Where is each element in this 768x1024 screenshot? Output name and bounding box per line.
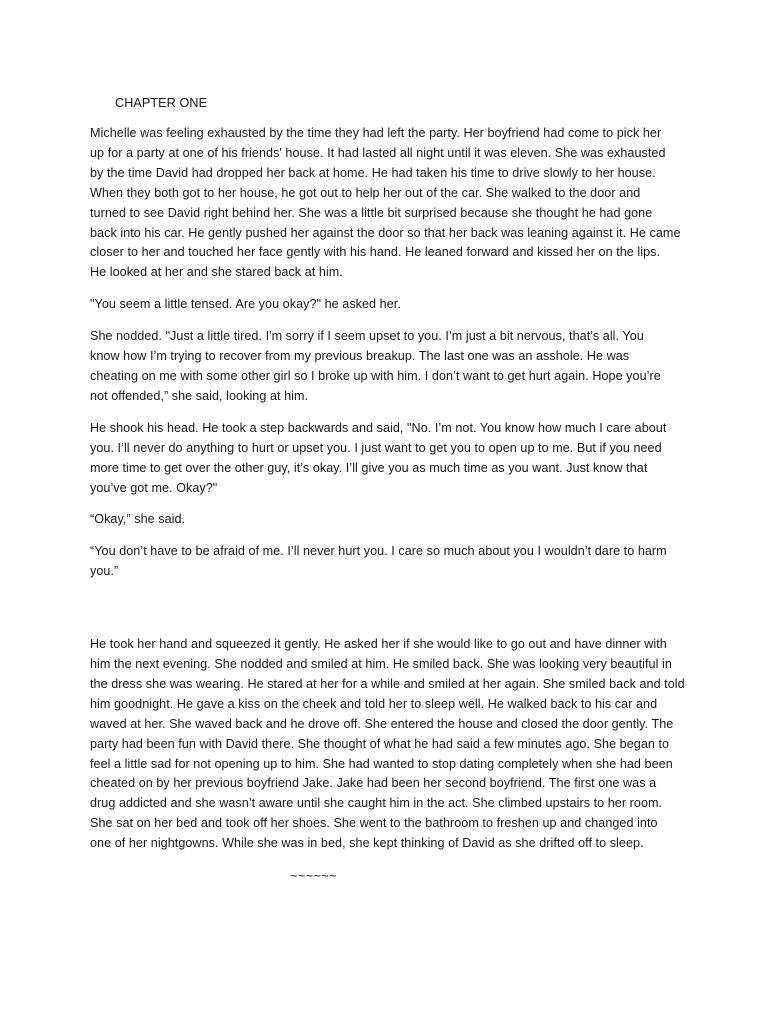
paragraph-took-her-hand: He took her hand and squeezed it gently. He asked her if she would like to go out and have dinner with him the next evening. She nodded and smiled at him. He smiled back. She was looking very beautiful in the dress she was wearing. He stared at her for a while and smiled at her again. She smiled back and told him goodnight. He gave a kiss on the cheek and told her to sleep well. He walked back to his car and waved at her. She waved back and he drove off. She entered the house and closed the door gently. The party had been fun with David there. She thought of what he had said a few minutes ago. She began to feel a little sad for not opening up to him. She had wanted to stop dating completely when she had been cheated on by her previous boyfriend Jake. Jake had been her second boyfriend. The first one was a drug addicted and she wasn’t aware until she caught him in the act. She climbed upstairs to her room. She sat on her bed and took off her shoes. She went to the bathroom to freshen up and changed into one of her nightgowns. While she was in bed, she kept thinking of David as she drifted off to sleep. [90,637,685,851]
paragraph-okay: “Okay,” she said. [90,512,186,527]
paragraph-she-nodded: She nodded. "Just a little tired. I'm sorry if I seem upset to you. I’m just a bit nervous, that’s all. You know how I’m trying to recover from my previous breakup. The last one was an asshole. He was cheating on me with some other girl so I broke up with him. I don’t want to get hurt again. Hope you’re not offended,” she said, looking at him. [90,329,661,403]
paragraph-he-shook-head: He shook his head. He took a step backwards and said, "No. I’m not. You know how much I care about you. I’ll never do anything to hurt or upset you. I just want to get you to open up to me. But if you need more time to get over the other guy, it’s okay. I’ll give you as much time as you want. Just know that you’ve got me. Okay?" [90,420,667,495]
paragraph-tensed-question: "You seem a little tensed. Are you okay?" he asked her. [90,297,401,312]
scene-break: ~~~~~~ [290,869,338,884]
paragraph-party-exhausted: Michelle was feeling exhausted by the time they had left the party. Her boyfriend had come to pick her up for a party at one of his friends' house. It had lasted all night until it was eleven. She was exhausted by the time David had dropped her back at home. He had taken his time to drive slowly to her house. When they both got to her house, he got out to help her out of the car. She walked to the door and turned to see David right behind her. She was a little bit surprised because she thought he had gone back into his car. He gently pushed her against the door so that her back was leaning against it. He came closer to her and touched her face gently with his hand. He leaned forward and kissed her on the lips. He looked at her and she stared back at him. [90,126,681,280]
paragraph-gap [90,594,686,635]
chapter-title: CHAPTER ONE [115,96,208,110]
paragraph-not-afraid: “You don’t have to be afraid of me. I’ll never hurt you. I care so much about you I wouldn’t dare to harm you.” [90,544,667,579]
